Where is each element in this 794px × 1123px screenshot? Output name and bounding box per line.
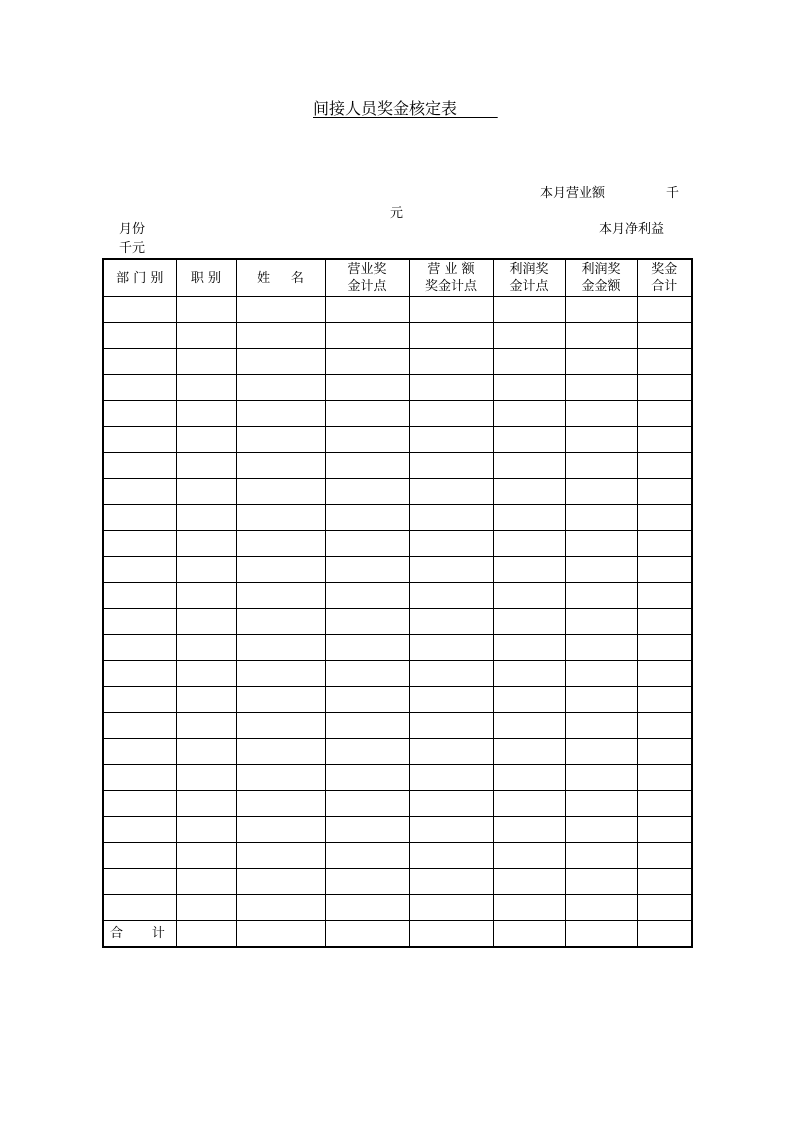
table-cell[interactable] bbox=[409, 583, 493, 609]
table-cell[interactable] bbox=[637, 687, 692, 713]
bonus-table bbox=[102, 258, 693, 948]
table-cell[interactable] bbox=[325, 765, 409, 791]
table-cell[interactable] bbox=[176, 505, 236, 531]
table-row bbox=[103, 323, 692, 349]
table-row bbox=[103, 609, 692, 635]
page-title: 间接人员奖金核定表 bbox=[313, 99, 498, 118]
table-cell[interactable] bbox=[176, 557, 236, 583]
table-cell[interactable] bbox=[409, 531, 493, 557]
table-cell[interactable] bbox=[493, 869, 565, 895]
table-cell[interactable] bbox=[103, 661, 176, 687]
table-cell[interactable] bbox=[176, 687, 236, 713]
table-cell[interactable] bbox=[637, 505, 692, 531]
table-cell[interactable] bbox=[409, 609, 493, 635]
table-cell[interactable] bbox=[325, 895, 409, 921]
table-row bbox=[103, 635, 692, 661]
table-cell[interactable] bbox=[325, 687, 409, 713]
table-cell[interactable] bbox=[236, 505, 325, 531]
table-row bbox=[103, 895, 692, 921]
table-cell[interactable] bbox=[565, 401, 637, 427]
table-cell[interactable] bbox=[176, 349, 236, 375]
table-cell[interactable] bbox=[637, 583, 692, 609]
table-row bbox=[103, 427, 692, 453]
table-cell[interactable] bbox=[103, 609, 176, 635]
table-cell[interactable] bbox=[325, 297, 409, 323]
table-cell[interactable] bbox=[409, 505, 493, 531]
table-cell[interactable] bbox=[409, 817, 493, 843]
table-cell[interactable] bbox=[176, 661, 236, 687]
table-cell[interactable] bbox=[637, 817, 692, 843]
table-cell[interactable] bbox=[325, 713, 409, 739]
table-cell[interactable] bbox=[493, 323, 565, 349]
table-cell[interactable] bbox=[409, 479, 493, 505]
table-cell[interactable] bbox=[103, 297, 176, 323]
table-cell[interactable] bbox=[103, 583, 176, 609]
table-cell[interactable] bbox=[325, 427, 409, 453]
table-cell[interactable] bbox=[565, 843, 637, 869]
table-cell[interactable] bbox=[236, 557, 325, 583]
table-cell[interactable] bbox=[103, 427, 176, 453]
table-cell[interactable] bbox=[493, 401, 565, 427]
table-cell[interactable] bbox=[409, 349, 493, 375]
table-row bbox=[103, 817, 692, 843]
table-cell[interactable] bbox=[493, 479, 565, 505]
table-cell[interactable] bbox=[103, 635, 176, 661]
month-label: 月份 bbox=[119, 222, 146, 237]
table-cell[interactable] bbox=[236, 895, 325, 921]
table-row bbox=[103, 453, 692, 479]
table-cell[interactable] bbox=[236, 297, 325, 323]
table-cell[interactable] bbox=[565, 505, 637, 531]
table-row bbox=[103, 739, 692, 765]
table-cell[interactable] bbox=[637, 609, 692, 635]
table-cell[interactable] bbox=[103, 843, 176, 869]
table-cell[interactable] bbox=[409, 557, 493, 583]
table-cell[interactable] bbox=[565, 427, 637, 453]
table-cell[interactable] bbox=[493, 453, 565, 479]
table-cell[interactable] bbox=[236, 323, 325, 349]
table-cell[interactable] bbox=[565, 557, 637, 583]
table-row bbox=[103, 557, 692, 583]
total-cell[interactable] bbox=[637, 921, 692, 948]
table-cell[interactable] bbox=[565, 791, 637, 817]
table-cell[interactable] bbox=[103, 713, 176, 739]
table-cell[interactable] bbox=[409, 765, 493, 791]
table-cell[interactable] bbox=[325, 323, 409, 349]
table-cell[interactable] bbox=[176, 609, 236, 635]
table-cell[interactable] bbox=[565, 583, 637, 609]
table-cell[interactable] bbox=[236, 479, 325, 505]
table-cell[interactable] bbox=[103, 349, 176, 375]
table-cell[interactable] bbox=[637, 401, 692, 427]
table-cell[interactable] bbox=[325, 739, 409, 765]
table-cell[interactable] bbox=[637, 765, 692, 791]
table-cell[interactable] bbox=[637, 739, 692, 765]
table-cell[interactable] bbox=[409, 661, 493, 687]
table-cell[interactable] bbox=[325, 349, 409, 375]
header-position: 职 别 bbox=[176, 259, 236, 297]
table-cell[interactable] bbox=[325, 661, 409, 687]
table-cell[interactable] bbox=[103, 817, 176, 843]
table-cell[interactable] bbox=[325, 869, 409, 895]
table-cell[interactable] bbox=[493, 297, 565, 323]
table-row bbox=[103, 687, 692, 713]
table-cell[interactable] bbox=[236, 427, 325, 453]
table-row bbox=[103, 375, 692, 401]
table-cell[interactable] bbox=[103, 739, 176, 765]
table-cell[interactable] bbox=[176, 817, 236, 843]
header-sales-bonus-points: 营业奖 金计点 bbox=[325, 259, 409, 297]
table-cell[interactable] bbox=[176, 791, 236, 817]
table-cell[interactable] bbox=[325, 635, 409, 661]
table-row bbox=[103, 583, 692, 609]
table-cell[interactable] bbox=[236, 349, 325, 375]
header-revenue-bonus-points: 营 业 额 奖金计点 bbox=[409, 259, 493, 297]
table-cell[interactable] bbox=[236, 843, 325, 869]
table-cell[interactable] bbox=[103, 375, 176, 401]
table-cell[interactable] bbox=[103, 479, 176, 505]
table-cell[interactable] bbox=[236, 661, 325, 687]
table-cell[interactable] bbox=[236, 583, 325, 609]
table-cell[interactable] bbox=[637, 375, 692, 401]
table-row bbox=[103, 297, 692, 323]
table-cell[interactable] bbox=[565, 297, 637, 323]
table-row bbox=[103, 661, 692, 687]
table-cell[interactable] bbox=[565, 687, 637, 713]
table-cell[interactable] bbox=[637, 349, 692, 375]
table-cell[interactable] bbox=[493, 583, 565, 609]
header-profit-bonus-amount: 利润奖 金金额 bbox=[565, 259, 637, 297]
table-cell[interactable] bbox=[637, 713, 692, 739]
table-cell[interactable] bbox=[409, 869, 493, 895]
table-cell[interactable] bbox=[103, 557, 176, 583]
table-cell[interactable] bbox=[176, 427, 236, 453]
monthly-net-profit-label: 本月净利益 bbox=[599, 222, 665, 237]
table-cell[interactable] bbox=[637, 895, 692, 921]
table-cell[interactable] bbox=[565, 453, 637, 479]
table-cell[interactable] bbox=[176, 583, 236, 609]
table-cell[interactable] bbox=[493, 895, 565, 921]
total-cell[interactable] bbox=[493, 921, 565, 948]
table-cell[interactable] bbox=[409, 687, 493, 713]
header-profit-bonus-points: 利润奖 金计点 bbox=[493, 259, 565, 297]
table-row bbox=[103, 401, 692, 427]
table-row bbox=[103, 843, 692, 869]
table-cell[interactable] bbox=[103, 869, 176, 895]
table-cell[interactable] bbox=[325, 817, 409, 843]
table-cell[interactable] bbox=[176, 323, 236, 349]
table-cell[interactable] bbox=[176, 869, 236, 895]
table-cell[interactable] bbox=[637, 557, 692, 583]
monthly-revenue-unit-part1: 千 bbox=[666, 186, 680, 201]
table-cell[interactable] bbox=[236, 401, 325, 427]
table-cell[interactable] bbox=[565, 375, 637, 401]
total-cell[interactable] bbox=[325, 921, 409, 948]
table-cell[interactable] bbox=[565, 739, 637, 765]
table-cell[interactable] bbox=[565, 713, 637, 739]
table-cell[interactable] bbox=[236, 375, 325, 401]
table-cell[interactable] bbox=[565, 479, 637, 505]
table-cell[interactable] bbox=[637, 323, 692, 349]
table-cell[interactable] bbox=[325, 453, 409, 479]
table-cell[interactable] bbox=[637, 427, 692, 453]
table-cell[interactable] bbox=[409, 453, 493, 479]
table-cell[interactable] bbox=[325, 479, 409, 505]
table-cell[interactable] bbox=[565, 895, 637, 921]
table-row bbox=[103, 713, 692, 739]
table-cell[interactable] bbox=[493, 505, 565, 531]
table-cell[interactable] bbox=[493, 557, 565, 583]
table-cell[interactable] bbox=[103, 687, 176, 713]
table-cell[interactable] bbox=[176, 297, 236, 323]
table-cell[interactable] bbox=[637, 869, 692, 895]
table-cell[interactable] bbox=[565, 765, 637, 791]
table-cell[interactable] bbox=[236, 817, 325, 843]
table-cell[interactable] bbox=[325, 583, 409, 609]
table-cell[interactable] bbox=[176, 713, 236, 739]
table-cell[interactable] bbox=[103, 453, 176, 479]
table-cell[interactable] bbox=[637, 297, 692, 323]
table-cell[interactable] bbox=[103, 791, 176, 817]
table-cell[interactable] bbox=[493, 661, 565, 687]
table-cell[interactable] bbox=[493, 427, 565, 453]
table-cell[interactable] bbox=[236, 531, 325, 557]
table-cell[interactable] bbox=[493, 687, 565, 713]
table-cell[interactable] bbox=[176, 895, 236, 921]
table-cell[interactable] bbox=[637, 843, 692, 869]
table-cell[interactable] bbox=[493, 531, 565, 557]
table-cell[interactable] bbox=[493, 739, 565, 765]
table-cell[interactable] bbox=[493, 765, 565, 791]
table-cell[interactable] bbox=[325, 791, 409, 817]
table-cell[interactable] bbox=[409, 739, 493, 765]
table-cell[interactable] bbox=[409, 895, 493, 921]
table-header-row bbox=[103, 259, 692, 297]
table-cell[interactable] bbox=[637, 661, 692, 687]
table-cell[interactable] bbox=[176, 375, 236, 401]
table-row bbox=[103, 869, 692, 895]
table-row bbox=[103, 791, 692, 817]
table-cell[interactable] bbox=[565, 609, 637, 635]
table-cell[interactable] bbox=[565, 661, 637, 687]
table-cell[interactable] bbox=[103, 323, 176, 349]
total-cell[interactable] bbox=[565, 921, 637, 948]
table-cell[interactable] bbox=[565, 817, 637, 843]
table-cell[interactable] bbox=[236, 739, 325, 765]
table-cell[interactable] bbox=[493, 609, 565, 635]
monthly-revenue-unit-part2: 元 bbox=[390, 206, 404, 221]
table-cell[interactable] bbox=[176, 479, 236, 505]
header-name: 姓 名 bbox=[236, 259, 325, 297]
table-cell[interactable] bbox=[637, 791, 692, 817]
table-cell[interactable] bbox=[637, 479, 692, 505]
table-cell[interactable] bbox=[493, 635, 565, 661]
table-cell[interactable] bbox=[325, 505, 409, 531]
table-cell[interactable] bbox=[565, 869, 637, 895]
table-cell[interactable] bbox=[176, 765, 236, 791]
table-cell[interactable] bbox=[565, 635, 637, 661]
table-row bbox=[103, 765, 692, 791]
table-cell[interactable] bbox=[103, 401, 176, 427]
table-row bbox=[103, 531, 692, 557]
table-cell[interactable] bbox=[493, 713, 565, 739]
table-cell[interactable] bbox=[493, 817, 565, 843]
table-cell[interactable] bbox=[493, 791, 565, 817]
table-cell[interactable] bbox=[409, 427, 493, 453]
table-cell[interactable] bbox=[236, 609, 325, 635]
total-cell[interactable] bbox=[409, 921, 493, 948]
total-label: 合 计 bbox=[103, 921, 176, 948]
table-cell[interactable] bbox=[236, 713, 325, 739]
table-cell[interactable] bbox=[493, 375, 565, 401]
table-cell[interactable] bbox=[236, 687, 325, 713]
table-cell[interactable] bbox=[325, 401, 409, 427]
table-cell[interactable] bbox=[565, 323, 637, 349]
table-cell[interactable] bbox=[236, 791, 325, 817]
monthly-revenue-label: 本月营业额 bbox=[540, 186, 606, 201]
table-cell[interactable] bbox=[236, 453, 325, 479]
table-cell[interactable] bbox=[325, 557, 409, 583]
table-cell[interactable] bbox=[325, 375, 409, 401]
table-cell[interactable] bbox=[236, 635, 325, 661]
table-cell[interactable] bbox=[637, 531, 692, 557]
table-cell[interactable] bbox=[409, 323, 493, 349]
table-cell[interactable] bbox=[409, 635, 493, 661]
table-cell[interactable] bbox=[493, 349, 565, 375]
table-cell[interactable] bbox=[236, 869, 325, 895]
total-row bbox=[103, 921, 692, 948]
table-cell[interactable] bbox=[565, 531, 637, 557]
table-cell[interactable] bbox=[176, 843, 236, 869]
table-cell[interactable] bbox=[103, 505, 176, 531]
total-cell[interactable] bbox=[176, 921, 236, 948]
table-cell[interactable] bbox=[409, 401, 493, 427]
table-row bbox=[103, 479, 692, 505]
table-cell[interactable] bbox=[103, 765, 176, 791]
table-cell[interactable] bbox=[176, 635, 236, 661]
table-cell[interactable] bbox=[176, 453, 236, 479]
table-cell[interactable] bbox=[103, 895, 176, 921]
table-cell[interactable] bbox=[409, 843, 493, 869]
table-cell[interactable] bbox=[409, 297, 493, 323]
header-bonus-total: 奖金 合计 bbox=[637, 259, 692, 297]
table-body bbox=[103, 297, 692, 948]
table-cell[interactable] bbox=[176, 739, 236, 765]
table-cell[interactable] bbox=[325, 843, 409, 869]
table-cell[interactable] bbox=[409, 791, 493, 817]
table-cell[interactable] bbox=[637, 453, 692, 479]
table-cell[interactable] bbox=[176, 531, 236, 557]
table-cell[interactable] bbox=[176, 401, 236, 427]
table-cell[interactable] bbox=[493, 843, 565, 869]
table-cell[interactable] bbox=[103, 531, 176, 557]
total-cell[interactable] bbox=[236, 921, 325, 948]
table-cell[interactable] bbox=[565, 349, 637, 375]
table-row bbox=[103, 505, 692, 531]
table-cell[interactable] bbox=[325, 531, 409, 557]
table-cell[interactable] bbox=[325, 609, 409, 635]
table-cell[interactable] bbox=[409, 713, 493, 739]
monthly-net-profit-unit: 千元 bbox=[119, 241, 146, 256]
table-cell[interactable] bbox=[409, 375, 493, 401]
table-cell[interactable] bbox=[637, 635, 692, 661]
table-row bbox=[103, 349, 692, 375]
table-cell[interactable] bbox=[236, 765, 325, 791]
header-department: 部 门 别 bbox=[103, 259, 176, 297]
